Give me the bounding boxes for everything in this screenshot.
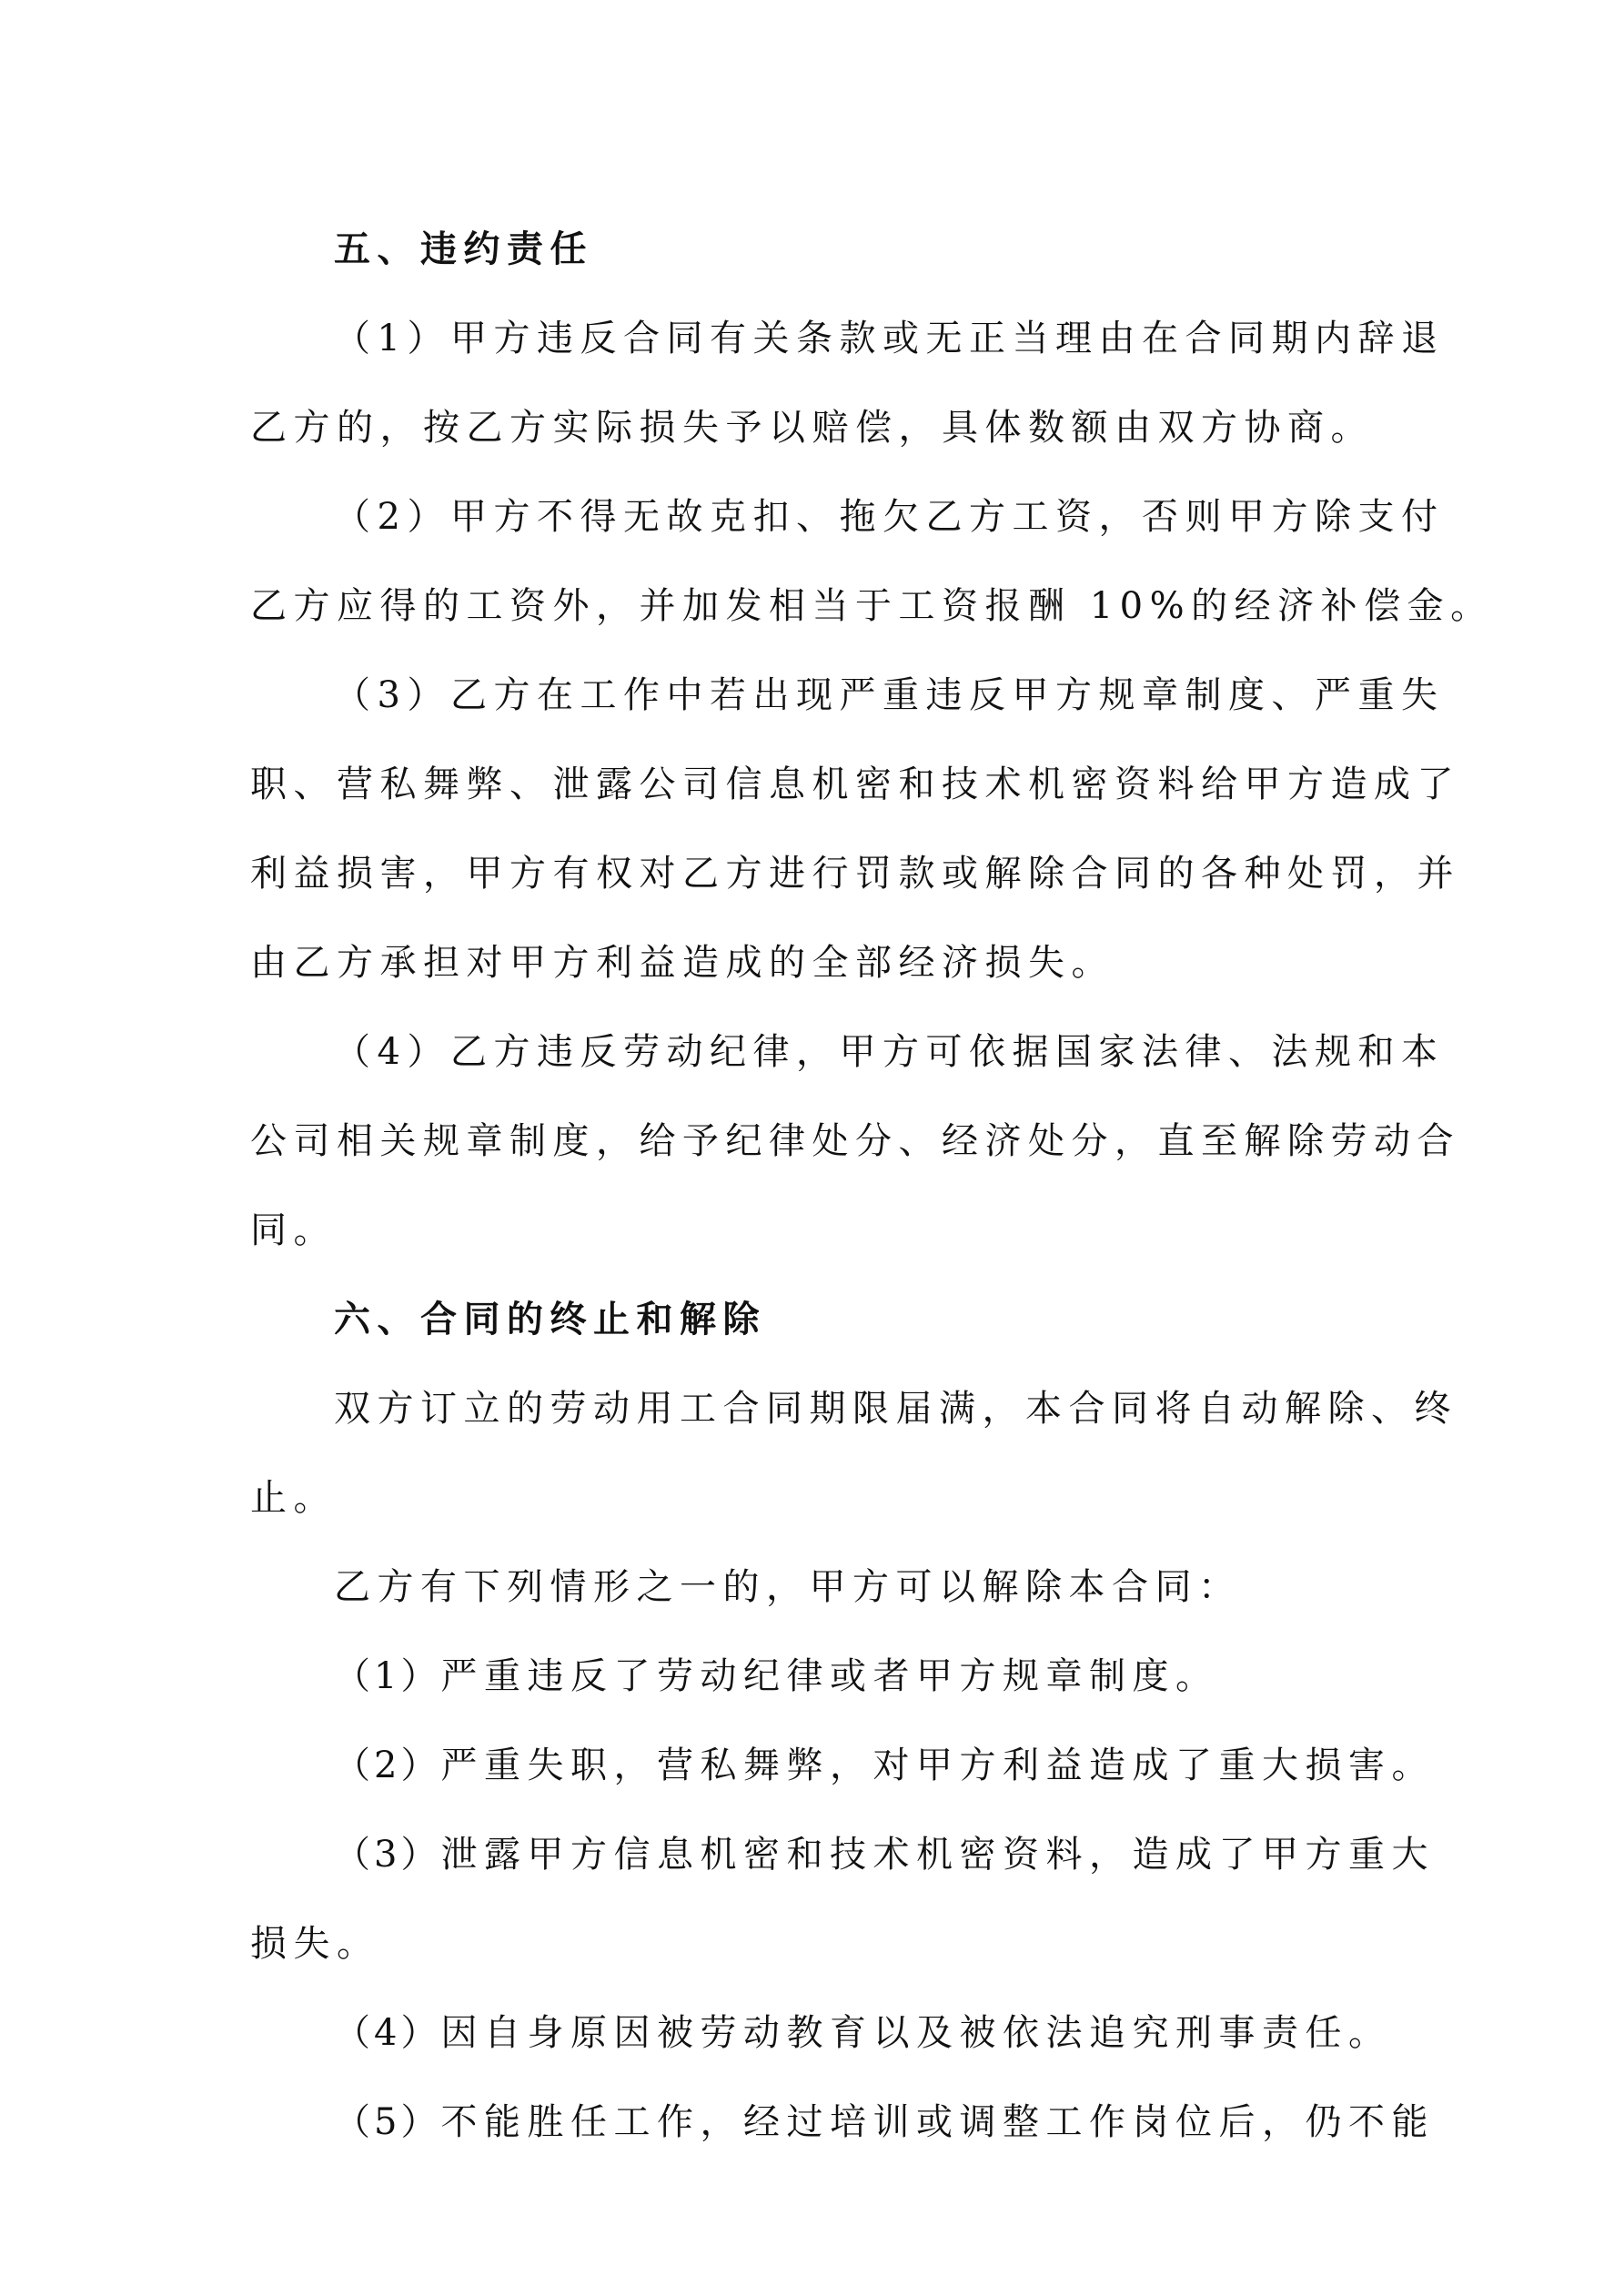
section-heading-breach-liability: 五、违约责任 xyxy=(334,228,593,270)
dismissal-intro: 乙方有下列情形之一的，甲方可以解除本合同： xyxy=(334,1566,1242,1608)
dismissal-item-1 xyxy=(250,1632,1378,1721)
clause-4-line: （4）乙方违反劳动纪律，甲方可依据国家法律、法规和本 xyxy=(334,1031,1445,1073)
clause-2-line: （2）甲方不得无故克扣、拖欠乙方工资，否则甲方除支付 xyxy=(334,496,1445,538)
item-text: 严重失职，营私舞弊，对甲方利益造成了重大损害。 xyxy=(440,1745,1435,1786)
dismissal-item-3 xyxy=(250,1810,1435,1988)
item-text-continuation: 损失。 xyxy=(250,1923,380,1965)
item-number: （1） xyxy=(334,1655,441,1697)
clause-3-line: 职、营私舞弊、泄露公司信息机密和技术机密资料给甲方造成了 xyxy=(250,764,1460,805)
clause-3-line: 由乙方承担对甲方利益造成的全部经济损失。 xyxy=(250,942,1115,984)
dismissal-item-2 xyxy=(250,1721,1435,1810)
item-number: （4） xyxy=(334,2012,441,2054)
clause-2-line: 乙方应得的工资外，并加发相当于工资报酬 10%的经济补偿金。 xyxy=(250,585,1494,627)
clause-3-line: 利益损害，甲方有权对乙方进行罚款或解除合同的各种处罚，并 xyxy=(250,853,1460,895)
clause-2 xyxy=(250,472,1494,651)
termination-paragraph xyxy=(250,1364,1458,1542)
item-number: （3） xyxy=(334,1834,441,1876)
clause-4-line: 同。 xyxy=(250,1209,337,1251)
clause-1-line: （1）甲方违反合同有关条款或无正当理由在合同期内辞退 xyxy=(334,318,1445,359)
item-text: 严重违反了劳动纪律或者甲方规章制度。 xyxy=(440,1655,1219,1697)
document-body xyxy=(250,205,1494,2167)
termination-paragraph-line: 双方订立的劳动用工合同期限届满，本合同将自动解除、终 xyxy=(334,1388,1458,1430)
item-text: 不能胜任工作，经过培训或调整工作岗位后，仍不能 xyxy=(440,2101,1435,2143)
dismissal-item-5 xyxy=(250,2078,1435,2167)
section-heading-termination: 六、合同的终止和解除 xyxy=(334,1299,766,1340)
clause-4 xyxy=(250,1007,1460,1275)
item-text: 因自身原因被劳动教育以及被依法追究刑事责任。 xyxy=(440,2012,1392,2054)
item-text: 泄露甲方信息机密和技术机密资料，造成了甲方重大 xyxy=(440,1834,1435,1876)
clause-3 xyxy=(250,651,1460,1007)
item-number: （5） xyxy=(334,2101,441,2143)
clause-3-line: （3）乙方在工作中若出现严重违反甲方规章制度、严重失 xyxy=(334,674,1445,716)
clause-1 xyxy=(250,294,1445,472)
dismissal-item-4 xyxy=(250,1988,1392,2078)
clause-1-line: 乙方的，按乙方实际损失予以赔偿，具体数额由双方协商。 xyxy=(250,407,1374,449)
clause-4-line: 公司相关规章制度，给予纪律处分、经济处分，直至解除劳动合 xyxy=(250,1120,1460,1162)
item-number: （2） xyxy=(334,1745,441,1786)
termination-paragraph-line: 止。 xyxy=(250,1477,337,1519)
